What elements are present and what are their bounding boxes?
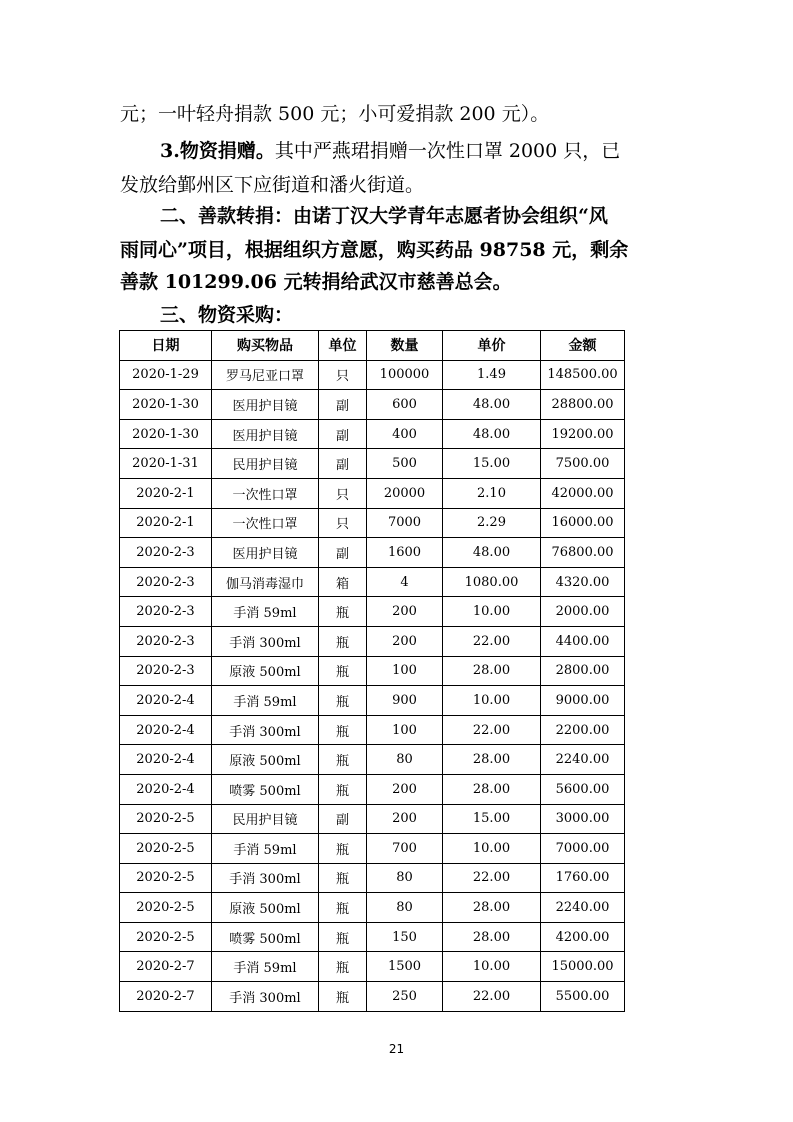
cell-unit: 瓶: [319, 597, 367, 627]
table-header-row: [120, 331, 625, 361]
cell-amount: 16000.00: [541, 508, 625, 538]
cell-quantity: 7000: [367, 508, 443, 538]
header-unit: 单位: [319, 331, 367, 361]
table-row: [120, 656, 625, 686]
cell-amount: 15000.00: [541, 952, 625, 982]
cell-quantity: 250: [367, 982, 443, 1012]
cell-unit: 副: [319, 804, 367, 834]
cell-unit: 瓶: [319, 922, 367, 952]
cell-quantity: 500: [367, 449, 443, 479]
cell-unit: 副: [319, 390, 367, 420]
cell-unit-price: 22.00: [443, 715, 541, 745]
cell-amount: 76800.00: [541, 538, 625, 568]
table-row: [120, 419, 625, 449]
cell-unit-price: 28.00: [443, 922, 541, 952]
cell-unit: 瓶: [319, 982, 367, 1012]
cell-amount: 2240.00: [541, 893, 625, 923]
paragraph-donation-list-end: 元；一叶轻舟捐款 500 元；小可爱捐款 200 元）。: [120, 103, 550, 125]
cell-amount: 5500.00: [541, 982, 625, 1012]
cell-quantity: 200: [367, 597, 443, 627]
cell-item: 手消 300ml: [212, 982, 319, 1012]
cell-quantity: 100000: [367, 360, 443, 390]
cell-quantity: 1600: [367, 538, 443, 568]
cell-quantity: 150: [367, 922, 443, 952]
header-quantity: 数量: [367, 331, 443, 361]
cell-unit: 瓶: [319, 656, 367, 686]
table-row: [120, 804, 625, 834]
cell-quantity: 100: [367, 656, 443, 686]
cell-item: 原液 500ml: [212, 893, 319, 923]
cell-unit: 瓶: [319, 745, 367, 775]
cell-unit-price: 10.00: [443, 952, 541, 982]
cell-date: 2020-2-3: [120, 626, 212, 656]
cell-unit-price: 22.00: [443, 863, 541, 893]
cell-unit: 副: [319, 538, 367, 568]
cell-date: 2020-1-29: [120, 360, 212, 390]
table-row: [120, 834, 625, 864]
cell-quantity: 200: [367, 774, 443, 804]
material-donation-heading: 3.物资捐赠。: [160, 140, 275, 162]
section-transfer-line-2: 雨同心”项目，根据组织方意愿，购买药品 98758 元，剩余: [120, 239, 629, 261]
cell-date: 2020-1-30: [120, 390, 212, 420]
cell-quantity: 100: [367, 715, 443, 745]
section-purchase-heading: 三、物资采购：: [160, 304, 294, 326]
cell-unit-price: 48.00: [443, 538, 541, 568]
cell-item: 民用护目镜: [212, 804, 319, 834]
table-row: [120, 715, 625, 745]
cell-amount: 2800.00: [541, 656, 625, 686]
cell-amount: 42000.00: [541, 478, 625, 508]
cell-date: 2020-2-3: [120, 597, 212, 627]
cell-item: 手消 59ml: [212, 952, 319, 982]
cell-amount: 2240.00: [541, 745, 625, 775]
cell-date: 2020-2-3: [120, 656, 212, 686]
cell-unit: 瓶: [319, 686, 367, 716]
cell-unit-price: 10.00: [443, 597, 541, 627]
table-row: [120, 626, 625, 656]
cell-quantity: 80: [367, 745, 443, 775]
cell-unit-price: 1080.00: [443, 567, 541, 597]
cell-quantity: 4: [367, 567, 443, 597]
cell-item: 喷雾 500ml: [212, 774, 319, 804]
table-row: [120, 567, 625, 597]
cell-unit-price: 28.00: [443, 656, 541, 686]
cell-unit: 只: [319, 508, 367, 538]
cell-amount: 28800.00: [541, 390, 625, 420]
cell-unit: 瓶: [319, 774, 367, 804]
table-row: [120, 390, 625, 420]
cell-date: 2020-2-4: [120, 686, 212, 716]
cell-unit-price: 2.29: [443, 508, 541, 538]
cell-date: 2020-2-1: [120, 508, 212, 538]
cell-unit: 只: [319, 478, 367, 508]
cell-unit-price: 1.49: [443, 360, 541, 390]
cell-quantity: 200: [367, 626, 443, 656]
header-unit-price: 单价: [443, 331, 541, 361]
cell-date: 2020-2-3: [120, 538, 212, 568]
header-date: 日期: [120, 331, 212, 361]
cell-item: 原液 500ml: [212, 745, 319, 775]
cell-amount: 7000.00: [541, 834, 625, 864]
cell-date: 2020-2-5: [120, 834, 212, 864]
paragraph-material-donation-cont: 发放给鄞州区下应街道和潘火街道。: [120, 174, 425, 196]
cell-date: 2020-2-3: [120, 567, 212, 597]
table-row: [120, 478, 625, 508]
cell-quantity: 700: [367, 834, 443, 864]
cell-amount: 19200.00: [541, 419, 625, 449]
cell-item: 手消 59ml: [212, 686, 319, 716]
table-row: [120, 952, 625, 982]
cell-unit: 瓶: [319, 952, 367, 982]
cell-date: 2020-2-1: [120, 478, 212, 508]
cell-unit-price: 10.00: [443, 686, 541, 716]
cell-quantity: 80: [367, 863, 443, 893]
cell-date: 2020-1-30: [120, 419, 212, 449]
cell-quantity: 80: [367, 893, 443, 923]
table-row: [120, 893, 625, 923]
cell-unit-price: 28.00: [443, 893, 541, 923]
cell-item: 手消 59ml: [212, 597, 319, 627]
cell-item: 一次性口罩: [212, 508, 319, 538]
cell-unit: 副: [319, 419, 367, 449]
cell-unit-price: 28.00: [443, 745, 541, 775]
cell-item: 手消 300ml: [212, 863, 319, 893]
cell-item: 一次性口罩: [212, 478, 319, 508]
cell-quantity: 400: [367, 419, 443, 449]
cell-unit: 箱: [319, 567, 367, 597]
cell-unit-price: 48.00: [443, 390, 541, 420]
cell-item: 医用护目镜: [212, 538, 319, 568]
cell-unit: 瓶: [319, 893, 367, 923]
cell-unit-price: 15.00: [443, 449, 541, 479]
cell-amount: 4400.00: [541, 626, 625, 656]
cell-quantity: 20000: [367, 478, 443, 508]
cell-date: 2020-2-7: [120, 982, 212, 1012]
cell-amount: 3000.00: [541, 804, 625, 834]
cell-unit-price: 48.00: [443, 419, 541, 449]
cell-unit: 副: [319, 449, 367, 479]
cell-date: 2020-2-5: [120, 804, 212, 834]
cell-amount: 9000.00: [541, 686, 625, 716]
cell-unit-price: 10.00: [443, 834, 541, 864]
table-row: [120, 922, 625, 952]
table-row: [120, 982, 625, 1012]
purchase-table: [119, 330, 625, 1012]
table-row: [120, 360, 625, 390]
cell-unit-price: 28.00: [443, 774, 541, 804]
table-row: [120, 597, 625, 627]
cell-item: 医用护目镜: [212, 390, 319, 420]
cell-unit: 只: [319, 360, 367, 390]
cell-date: 2020-2-4: [120, 745, 212, 775]
cell-date: 2020-2-5: [120, 863, 212, 893]
cell-amount: 1760.00: [541, 863, 625, 893]
cell-date: 2020-2-5: [120, 922, 212, 952]
cell-item: 喷雾 500ml: [212, 922, 319, 952]
table-row: [120, 774, 625, 804]
table-row: [120, 449, 625, 479]
cell-unit-price: 22.00: [443, 982, 541, 1012]
cell-unit: 瓶: [319, 715, 367, 745]
cell-amount: 7500.00: [541, 449, 625, 479]
cell-date: 2020-2-5: [120, 893, 212, 923]
table-row: [120, 863, 625, 893]
cell-quantity: 200: [367, 804, 443, 834]
page-number: 21: [388, 1042, 405, 1056]
cell-quantity: 600: [367, 390, 443, 420]
cell-date: 2020-2-7: [120, 952, 212, 982]
header-amount: 金额: [541, 331, 625, 361]
cell-unit: 瓶: [319, 626, 367, 656]
cell-date: 2020-2-4: [120, 774, 212, 804]
header-item: 购买物品: [212, 331, 319, 361]
cell-amount: 148500.00: [541, 360, 625, 390]
table-row: [120, 686, 625, 716]
table-row: [120, 538, 625, 568]
cell-unit-price: 2.10: [443, 478, 541, 508]
cell-unit: 瓶: [319, 834, 367, 864]
cell-amount: 2000.00: [541, 597, 625, 627]
table-row: [120, 745, 625, 775]
cell-amount: 4200.00: [541, 922, 625, 952]
cell-unit-price: 22.00: [443, 626, 541, 656]
paragraph-material-donation: [160, 138, 720, 164]
section-transfer-line-3: 善款 101299.06 元转捐给武汉市慈善总会。: [120, 271, 512, 293]
table-row: [120, 508, 625, 538]
cell-item: 手消 300ml: [212, 626, 319, 656]
cell-item: 手消 300ml: [212, 715, 319, 745]
cell-amount: 4320.00: [541, 567, 625, 597]
cell-date: 2020-2-4: [120, 715, 212, 745]
cell-item: 民用护目镜: [212, 449, 319, 479]
table-body: [120, 360, 625, 1011]
cell-quantity: 900: [367, 686, 443, 716]
cell-item: 伽马消毒湿巾: [212, 567, 319, 597]
cell-amount: 5600.00: [541, 774, 625, 804]
cell-item: 原液 500ml: [212, 656, 319, 686]
cell-item: 罗马尼亚口罩: [212, 360, 319, 390]
cell-item: 医用护目镜: [212, 419, 319, 449]
material-donation-text: 其中严燕珺捐赠一次性口罩 2000 只，已: [274, 140, 621, 162]
cell-unit-price: 15.00: [443, 804, 541, 834]
cell-unit: 瓶: [319, 863, 367, 893]
cell-amount: 2200.00: [541, 715, 625, 745]
cell-date: 2020-1-31: [120, 449, 212, 479]
cell-item: 手消 59ml: [212, 834, 319, 864]
cell-quantity: 1500: [367, 952, 443, 982]
section-transfer-heading: 二、善款转捐：由诺丁汉大学青年志愿者协会组织“风: [160, 205, 608, 227]
